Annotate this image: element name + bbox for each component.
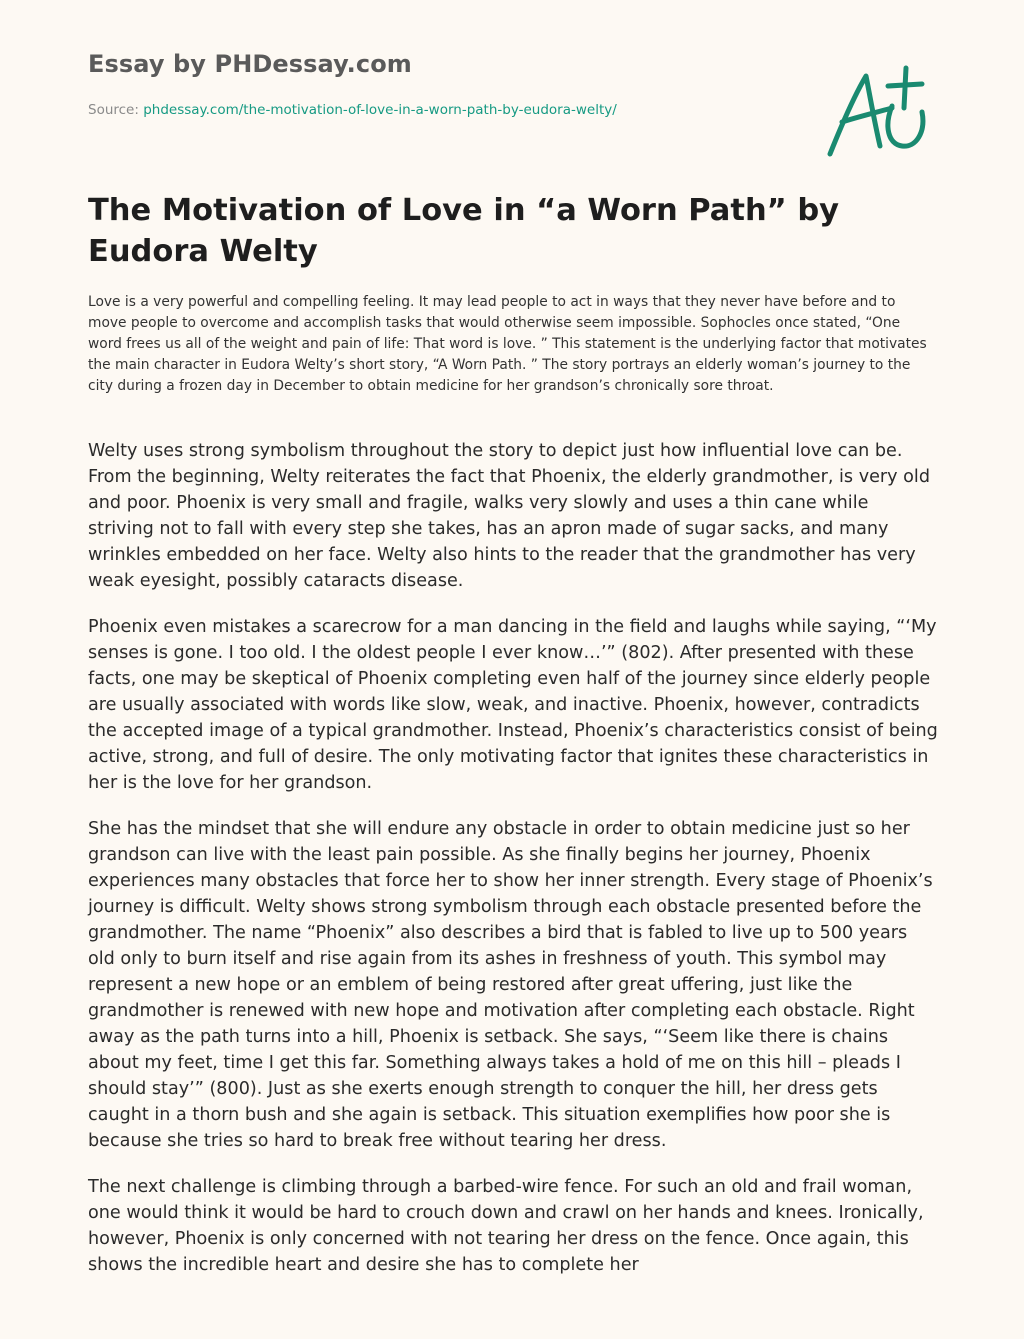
- essay-paragraph: She has the mindset that she will endure any obstacle in order to obtain medicine just so her grandson can live with the least pain possible. As she finally begins her journey, Phoenix experiences many obstacles that force her to show her inner strength. Every stage of Phoenix’s journey is difficult. Welty shows strong symbolism through each obstacle presented before the grandmother. The name “Phoenix” also describes a bird that is fabled to live up to 500 years old only to burn itself and rise again from its ashes in freshness of youth. This symbol may represent a new hope or an emblem of being restored after great uffering, just like the grandmother is renewed with new hope and motivation after completing each obstacle. Right away as the path turns into a hill, Phoenix is setback. She says, “‘Seem like there is chains about my feet, time I get this far. Something always takes a hold of me on this hill – pleads I should stay’” (800). Just as she exerts enough strength to conquer the hill, her dress gets caught in a thorn bush and she again is setback. This situation exemplifies how poor she is because she tries so hard to break free without tearing her dress.: [88, 819, 933, 1151]
- essay-intro: Love is a very powerful and compelling feeling. It may lead people to act in ways that they never have before and to move people to overcome and accomplish tasks that would otherwise seem impossible. Sophocles once stated, “One word frees us all of the weight and pain of life: That word is love. ” This statement is the underlying factor that motivates the main character in Eudora Welty’s short story, “A Worn Path. ” The story portrays an elderly woman’s journey to the city during a frozen day in December to obtain medicine for her grandson’s chronically sore throat.: [88, 294, 927, 394]
- source-link[interactable]: phdessay.com/the-motivation-of-love-in-a-worn-path-by-eudora-welty/: [143, 102, 617, 118]
- site-brand[interactable]: Essay by PHDessay.com: [88, 50, 412, 78]
- essay-body: [88, 438, 938, 1290]
- essay-paragraph: Phoenix even mistakes a scarecrow for a man dancing in the field and laughs while saying, “‘My senses is gone. I too old. I the oldest people I ever know…’” (802). After presented with these facts, one may be skeptical of Phoenix completing even half of the journey since elderly people are usually associated with words like slow, weak, and inactive. Phoenix, however, contradicts the accepted image of a typical grandmother. Instead, Phoenix’s characteristics consist of being active, strong, and full of desire. The only motivating factor that ignites these characteristics in her is the love for her grandson.: [88, 617, 938, 793]
- essay-paragraph: Welty uses strong symbolism throughout the story to depict just how influential love can be. From the beginning, Welty reiterates the fact that Phoenix, the elderly grandmother, is very old and poor. Phoenix is very small and fragile, walks very slowly and uses a thin cane while striving not to fall with every step she takes, has an apron made of sugar sacks, and many wrinkles embedded on her face. Welty also hints to the reader that the grandmother has very weak eyesight, possibly cataracts disease.: [88, 441, 930, 591]
- a-plus-logo-icon: [820, 62, 930, 162]
- source-line: [88, 102, 617, 118]
- source-label: Source:: [88, 102, 144, 118]
- essay-paragraph: The next challenge is climbing through a barbed-wire fence. For such an old and frail woman, one would think it would be hard to crouch down and crawl on her hands and knees. Ironically, however, Phoenix is only concerned with not tearing her dress on the fence. Once again, this shows the incredible heart and desire she has to complete her: [88, 1177, 924, 1275]
- essay-title: The Motivation of Love in “a Worn Path” by Eudora Welty: [88, 193, 840, 269]
